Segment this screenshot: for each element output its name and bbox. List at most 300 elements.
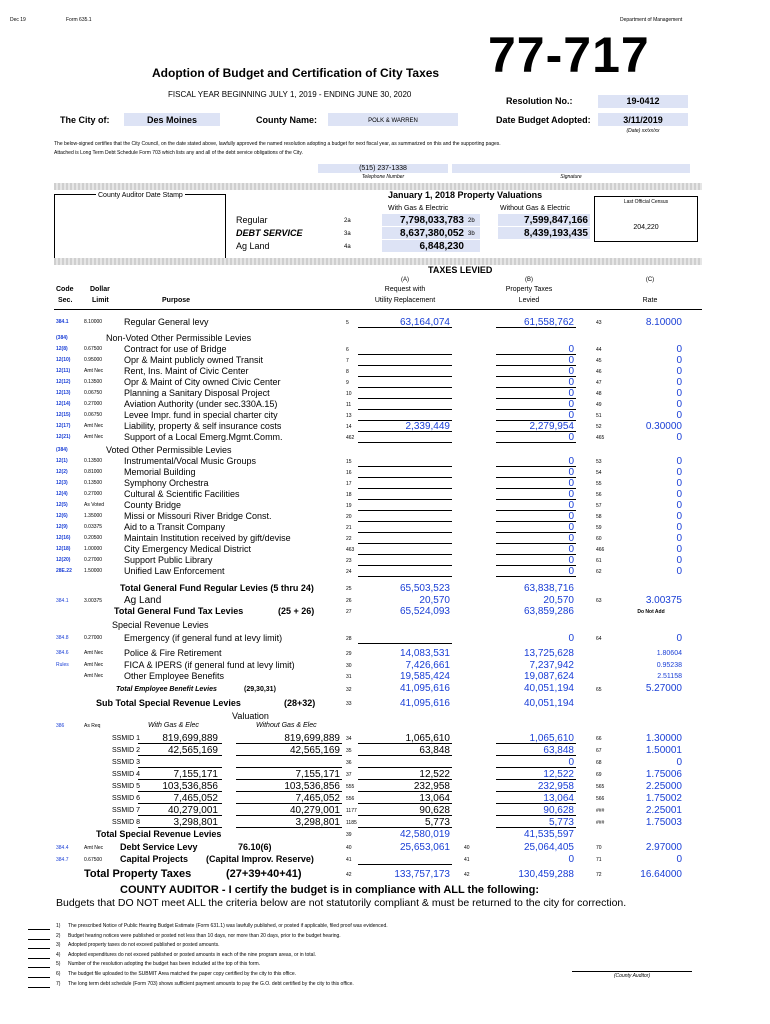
ssmid-with-header: With Gas & Elec [148, 722, 199, 729]
levy-request-rule[interactable] [358, 576, 452, 577]
levy-code: 28E.22 [56, 568, 72, 574]
total-gf-b: 63,859,286 [523, 606, 574, 617]
phone-caption: Telephone Number [361, 174, 405, 180]
ssmid-request: 1,065,610 [405, 733, 450, 744]
col-b-line2: Levied [518, 297, 540, 304]
ssmid-without: 42,565,169 [289, 745, 340, 756]
criteria-text: Adopted property taxes do not exceed published or posted amounts. [68, 942, 220, 949]
levy-levied: 0 [568, 544, 574, 555]
col-c-letter: (C) [645, 277, 655, 283]
ssmid-with: 819,699,889 [162, 733, 218, 744]
levy-code: 12(12) [56, 379, 71, 385]
total-regular-line: 25 [346, 586, 352, 592]
levy-levied: 0 [568, 533, 574, 544]
cp-label: Capital Projects [120, 854, 189, 864]
levy-line-number: 13 [346, 413, 352, 419]
ssmid-rate-line: 565 [596, 784, 605, 790]
em-line: 28 [346, 636, 352, 642]
ssmid-label: SSMID 4 [112, 771, 141, 778]
levy-code: 12(6) [56, 513, 68, 519]
levy-rate-line: 48 [596, 391, 602, 397]
levy-rate-line: 46 [596, 369, 602, 375]
levy-levied: 61,558,762 [523, 317, 574, 328]
levy-code: 12(14) [56, 401, 71, 407]
levy-rate-line: 47 [596, 380, 602, 386]
ds-b: 25,064,405 [523, 842, 574, 853]
levy-purpose: City Emergency Medical District [124, 544, 252, 554]
levy-limit: 1.00000 [84, 546, 103, 552]
levy-code: 12(9) [56, 524, 68, 530]
levy-code: 12(5) [56, 502, 68, 508]
levy-code: 12(17) [56, 423, 71, 429]
form-label: Form 635.1 [66, 17, 92, 23]
criteria-text: Budget hearing notices were published or posted not less than 10 days, nor more than 20 days, prior to the budget hearing. [68, 932, 341, 939]
valuation-code: 4a [344, 244, 351, 250]
signature-caption: Signature [560, 174, 582, 180]
total-regular-b: 63,838,716 [523, 583, 574, 594]
levy-request-rule[interactable] [358, 565, 452, 566]
fi-rate: 0.95238 [656, 662, 682, 669]
levy-rate: 0 [676, 377, 682, 388]
col-b-line1: Property Taxes [505, 286, 553, 293]
pf-line: 29 [346, 651, 352, 657]
code-header: Code [56, 286, 74, 293]
levy-purpose: Unified Law Enforcement [124, 566, 225, 576]
valuation-without: 8,439,193,435 [524, 228, 588, 239]
ds-code: 384.4 [56, 845, 69, 851]
levy-purpose: Levee Impr. fund in special charter city [124, 410, 278, 420]
separator-band [54, 183, 702, 190]
ssmid-without: 7,155,171 [295, 769, 340, 780]
levy-purpose: Opr & Maint of City owned Civic Center [124, 377, 281, 387]
ds-line: 40 [346, 845, 352, 851]
levy-rate: 0 [676, 366, 682, 377]
levy-levied: 0 [568, 432, 574, 443]
levy-levied: 0 [568, 478, 574, 489]
col-a-line2: Utility Replacement [374, 297, 436, 304]
levy-purpose: Symphony Orchestra [124, 478, 209, 488]
levy-rate-line: 61 [596, 558, 602, 564]
tsr-label: Total Special Revenue Levies [96, 829, 222, 839]
ssmid-rate-line: 566 [596, 796, 605, 802]
levy-levied: 2,279,954 [529, 421, 574, 432]
date-value: 3/11/2019 [623, 115, 663, 125]
tp-line-2: 42 [464, 872, 470, 878]
ssmid-without: 7,465,052 [295, 793, 340, 804]
levy-levied: 0 [568, 355, 574, 366]
teb-a: 41,095,616 [399, 683, 450, 694]
ssmid-rate: 1.30000 [645, 733, 682, 744]
intro-line-2: Attached is Long Term Debt Schedule Form 703 which lists any and all of the debt service obligations of the City. [54, 150, 303, 156]
levy-levied: 0 [568, 511, 574, 522]
criteria-text: Adopted expenditures do not exceed published or posted amounts in each of the nine program areas, or in total. [68, 951, 316, 958]
valuation-label: Regular [236, 215, 268, 225]
levy-code: 12(10) [56, 357, 71, 363]
levy-limit: 0.06750 [84, 390, 103, 396]
levy-request-rule[interactable] [358, 521, 452, 522]
teb-line: 32 [346, 687, 352, 693]
ds-limit: Amt Nec [84, 845, 104, 851]
levy-purpose: Contract for use of Bridge [124, 344, 227, 354]
levy-code: 384.1 [56, 319, 69, 325]
ssmid-request-rule[interactable] [358, 767, 452, 768]
levy-purpose: Regular General levy [124, 317, 209, 327]
levy-line-number: 7 [346, 358, 349, 364]
criteria-checkbox-line[interactable] [28, 939, 50, 940]
levy-rate-line: 59 [596, 525, 602, 531]
levy-limit: 0.27000 [84, 401, 103, 407]
cp-limit: 0.67500 [84, 857, 103, 863]
levy-limit: 1.50000 [84, 568, 103, 574]
auditor-signature-line[interactable] [572, 971, 692, 972]
city-label: The City of: [60, 115, 110, 125]
valuation-with: 8,637,380,052 [400, 228, 464, 239]
subtotal-label: Sub Total Special Revenue Levies [96, 698, 241, 708]
levy-rate: 0 [676, 355, 682, 366]
pf-code: 384.6 [56, 650, 69, 656]
levy-line-number: 11 [346, 402, 352, 408]
ssmid-without-rule[interactable] [236, 767, 342, 768]
levy-levied: 0 [568, 467, 574, 478]
fi-a: 7,426,661 [405, 660, 450, 671]
pf-label: Police & Fire Retirement [124, 648, 222, 658]
criteria-checkbox-line[interactable] [28, 977, 50, 978]
levy-group-header: Voted Other Permissible Levies [106, 445, 232, 455]
ssmid-without-header: Without Gas & Elec [256, 722, 317, 729]
ag-rate: 3.00375 [645, 595, 682, 606]
levy-limit: Amt Nec [84, 423, 104, 429]
criteria-checkbox-line[interactable] [28, 929, 50, 930]
total-regular-a: 65,503,523 [399, 583, 450, 594]
tp-a: 133,757,173 [394, 869, 450, 880]
levy-code: 12(2) [56, 469, 68, 475]
ssmid-label: SSMID 6 [112, 795, 141, 802]
levy-limit: 8.10000 [84, 319, 103, 325]
levy-rate-line: 52 [596, 424, 602, 430]
subtotal-a: 41,095,616 [399, 698, 450, 709]
cp-a-rule [358, 864, 452, 865]
levy-limit: 1.35000 [84, 513, 103, 519]
ssmid-line: 556 [346, 796, 355, 802]
levy-line-number: 9 [346, 380, 349, 386]
criteria-checkbox-line[interactable] [28, 958, 50, 959]
valuation-label: DEBT SERVICE [236, 228, 303, 238]
fiscal-year: FISCAL YEAR BEGINNING JULY 1, 2019 - ENDING JUNE 30, 2020 [168, 90, 412, 99]
resolution-value: 19-0412 [626, 96, 660, 106]
levy-line-number: 8 [346, 369, 349, 375]
form-number: 77-717 [488, 27, 650, 83]
levy-line-number: 5 [346, 320, 349, 326]
valuation-code: 3a [344, 231, 351, 237]
levy-limit: 0.20500 [84, 535, 103, 541]
ssmid-with: 7,465,052 [173, 793, 218, 804]
header-rule [54, 309, 702, 310]
levy-line-number: 24 [346, 569, 352, 575]
levy-line-number: 6 [346, 347, 349, 353]
cp-line-2: 41 [464, 857, 470, 863]
criteria-checkbox-line[interactable] [28, 948, 50, 949]
levy-line-number: 22 [346, 536, 352, 542]
ssmid-with: 42,565,169 [167, 745, 218, 756]
levy-rate-line: 43 [596, 320, 602, 326]
cp-line: 41 [346, 857, 352, 863]
tp-b: 130,459,288 [518, 869, 574, 880]
purpose-header: Purpose [162, 297, 191, 304]
ssmid-request: 13,064 [419, 793, 450, 804]
em-limit: 0.27000 [84, 635, 103, 641]
levy-rate-line: 57 [596, 503, 602, 509]
levy-purpose: Aid to a Transit Company [124, 522, 226, 532]
levy-rate: 0 [676, 344, 682, 355]
levy-rate: 0 [676, 566, 682, 577]
criteria-text: The budget file uploaded to the SUBMIT Area matched the paper copy certified by the city to this office. [68, 971, 297, 977]
fi-label: FICA & IPERS (if general fund at levy limit) [124, 660, 295, 670]
with-gas-header: With Gas & Electric [388, 205, 449, 212]
oe-limit: Amt Nec [84, 673, 104, 679]
valuation-with: 7,798,033,783 [400, 215, 464, 226]
teb-rate-line: 65 [596, 687, 602, 693]
ssmid-with: 3,298,801 [173, 817, 218, 828]
ssmid-label: SSMID 1 [112, 735, 141, 742]
tsr-a: 42,580,019 [399, 829, 450, 840]
ssmid-without: 3,298,801 [295, 817, 340, 828]
levy-request-rule[interactable] [358, 488, 452, 489]
levy-request-rule[interactable] [358, 365, 452, 366]
total-gf-sub: (25 + 26) [278, 606, 315, 616]
levy-levied: 0 [568, 366, 574, 377]
ssmid-rate-line: ### [596, 808, 605, 814]
levy-purpose: Memorial Building [124, 467, 196, 477]
levy-line-number: 17 [346, 481, 352, 487]
levy-limit: 0.06750 [84, 412, 103, 418]
levy-code: 12(11) [56, 368, 71, 374]
levy-request-rule[interactable] [358, 442, 452, 443]
levy-request-rule[interactable] [358, 499, 452, 500]
levy-code: 12(1) [56, 458, 68, 464]
levy-request-rule[interactable] [358, 398, 452, 399]
levy-rate: 0 [676, 478, 682, 489]
levy-line-number: 10 [346, 391, 352, 397]
pf-b: 13,725,628 [523, 648, 574, 659]
levy-code: 12(16) [56, 535, 71, 541]
levy-rate: 0 [676, 533, 682, 544]
subtotal-b: 40,051,194 [523, 698, 574, 709]
criteria-number: 2) [56, 932, 61, 939]
levy-rate-line: 62 [596, 569, 602, 575]
ssmid-label: SSMID 8 [112, 819, 141, 826]
separator-band [54, 258, 702, 265]
levy-rate: 0 [676, 489, 682, 500]
total-regular-label: Total General Fund Regular Levies (5 thru 24) [120, 583, 314, 593]
levy-rate-line: 51 [596, 413, 602, 419]
ssmid-line: 35 [346, 748, 352, 754]
levy-rate-line: 465 [596, 435, 605, 441]
levy-rate: 0 [676, 456, 682, 467]
valuation-code-2: 2b [468, 218, 475, 224]
ssmid-request: 12,522 [419, 769, 450, 780]
levy-rate: 0 [676, 555, 682, 566]
em-code: 384.8 [56, 635, 69, 641]
ds-rate: 2.97000 [645, 842, 682, 853]
page-title: Adoption of Budget and Certification of City Taxes [152, 66, 440, 80]
ds-a: 25,653,061 [399, 842, 450, 853]
signature-field[interactable] [452, 164, 690, 173]
levy-line-number: 463 [346, 547, 355, 553]
fi-limit: Amt Nec [84, 662, 104, 668]
ssmid-label: SSMID 5 [112, 783, 141, 790]
ds-line-2: 40 [464, 845, 470, 851]
levy-purpose: Support of a Local Emerg.Mgmt.Comm. [124, 432, 283, 442]
ssmid-levied: 0 [568, 757, 574, 768]
ssmid-rate-line: ### [596, 820, 605, 826]
tp-rate: 16.64000 [640, 869, 682, 880]
county-value: POLK & WARREN [368, 118, 418, 124]
cp-b: 0 [568, 854, 574, 865]
levy-group-header: Non-Voted Other Permissible Levies [106, 333, 252, 343]
valuation-label: Ag Land [236, 241, 270, 251]
valuation-code-2: 3b [468, 231, 475, 237]
levy-request-rule[interactable] [358, 543, 452, 544]
ssmid-request: 63,848 [419, 745, 450, 756]
levy-rate-line: 54 [596, 470, 602, 476]
ssmid-as-req: As Req [84, 723, 101, 729]
levy-rate: 0 [676, 500, 682, 511]
levy-request-rule[interactable] [358, 466, 452, 467]
levy-purpose: Cultural & Scientific Facilities [124, 489, 240, 499]
ssmid-with: 40,279,001 [167, 805, 218, 816]
ag-limit: 3.00375 [84, 598, 103, 604]
levy-rate-line: 58 [596, 514, 602, 520]
county-label: County Name: [256, 115, 318, 125]
tsr-b: 41,535,597 [523, 829, 574, 840]
levy-request-rule[interactable] [358, 532, 452, 533]
tp-line: 42 [346, 872, 352, 878]
census-value: 204,220 [633, 224, 659, 231]
ssmid-levied: 1,065,610 [529, 733, 574, 744]
taxes-levied-title: TAXES LEVIED [428, 265, 493, 275]
criteria-number: 3) [56, 942, 61, 949]
levy-code: 12(13) [56, 390, 71, 396]
total-gf-label: Total General Fund Tax Levies [114, 606, 244, 616]
ssmid-code: 386 [56, 723, 65, 729]
ssmid-line: 36 [346, 760, 352, 766]
city-value: Des Moines [146, 115, 197, 125]
levy-limit: 0.81000 [84, 469, 103, 475]
ssmid-levied: 90,628 [543, 805, 574, 816]
ssmid-without: 103,536,856 [284, 781, 340, 792]
pf-a: 14,083,531 [399, 648, 450, 659]
ag-line: 26 [346, 598, 352, 604]
levy-levied: 0 [568, 566, 574, 577]
levy-code: 12(15) [56, 412, 71, 418]
levy-limit: 0.13500 [84, 480, 103, 486]
em-b: 0 [568, 633, 574, 644]
levy-code: 12(18) [56, 546, 71, 552]
levy-purpose: Support Public Library [124, 555, 213, 565]
levy-rate: 0 [676, 432, 682, 443]
ssmid-rate: 1.75003 [645, 817, 682, 828]
ssmid-label: SSMID 7 [112, 807, 141, 814]
levy-limit: 0.95000 [84, 357, 103, 363]
ssmid-levied: 63,848 [543, 745, 574, 756]
levy-levied: 0 [568, 388, 574, 399]
criteria-checkbox-line[interactable] [28, 987, 50, 988]
ssmid-request: 232,958 [413, 781, 450, 792]
phone-value: (515) 237-1338 [359, 165, 407, 172]
col-a-line1: Request with [384, 286, 426, 293]
levy-line-number: 21 [346, 525, 352, 531]
levy-code: 12(8) [56, 346, 68, 352]
sec-header: Sec. [58, 297, 73, 304]
levy-request-rule[interactable] [358, 554, 452, 555]
levy-levied: 0 [568, 489, 574, 500]
dollar-header: Dollar [90, 286, 110, 293]
ssmid-line: 555 [346, 784, 355, 790]
subtotal-sub: (28+32) [284, 698, 316, 708]
ssmid-rate-line: 67 [596, 748, 602, 754]
tp-sub: (27+39+40+41) [226, 868, 302, 880]
levy-rate: 0 [676, 388, 682, 399]
levy-request-rule[interactable] [358, 354, 452, 355]
total-gf-line: 27 [346, 609, 352, 615]
tp-label: Total Property Taxes [84, 868, 192, 880]
levy-rate: 8.10000 [645, 317, 682, 328]
without-gas-header: Without Gas & Electric [500, 205, 571, 212]
levy-rate: 0 [676, 544, 682, 555]
auditor-caption: (County Auditor) [613, 973, 651, 979]
ssmid-without: 40,279,001 [289, 805, 340, 816]
fi-line: 30 [346, 663, 352, 669]
valuation-with: 6,848,230 [419, 241, 464, 252]
ssmid-request: 90,628 [419, 805, 450, 816]
em-rate: 0 [676, 633, 682, 644]
levy-rate-line: 60 [596, 536, 602, 542]
criteria-checkbox-line[interactable] [28, 967, 50, 968]
teb-sub: (29,30,31) [244, 686, 276, 693]
date-caption: (Date) xx/xx/xx [626, 128, 660, 134]
ssmid-levied: 232,958 [537, 781, 574, 792]
ssmid-with: 103,536,856 [162, 781, 218, 792]
resolution-label: Resolution No.: [506, 96, 573, 106]
ssmid-rate-line: 68 [596, 760, 602, 766]
certify-line-1: COUNTY AUDITOR - I certify the budget is in compliance with ALL the following: [120, 884, 540, 896]
fi-b: 7,237,942 [529, 660, 574, 671]
levy-request-rule[interactable] [358, 409, 452, 410]
levy-request-rule[interactable] [358, 510, 452, 511]
ssmid-with-rule[interactable] [138, 767, 222, 768]
special-revenue-header: Special Revenue Levies [112, 620, 209, 630]
em-a-rule [358, 643, 452, 644]
levy-rate-line: 56 [596, 492, 602, 498]
oe-b: 19,087,624 [523, 671, 574, 682]
levy-levied: 0 [568, 399, 574, 410]
levy-limit: 0.13500 [84, 379, 103, 385]
levy-request-rule[interactable] [358, 387, 452, 388]
ssmid-line: 1177 [346, 808, 357, 814]
levy-limit: 0.03375 [84, 524, 103, 530]
levy-levied: 0 [568, 377, 574, 388]
levy-rate: 0 [676, 522, 682, 533]
levy-request-rule[interactable] [358, 477, 452, 478]
levy-levied: 0 [568, 410, 574, 421]
levy-purpose: Missi or Missouri River Bridge Const. [124, 511, 272, 521]
levy-levied: 0 [568, 522, 574, 533]
valuations-title: January 1, 2018 Property Valuations [388, 190, 543, 200]
valuation-without: 7,599,847,166 [524, 215, 588, 226]
levy-request-rule[interactable] [358, 376, 452, 377]
levy-rate-line: 44 [596, 347, 602, 353]
col-c-rate: Rate [642, 297, 658, 304]
